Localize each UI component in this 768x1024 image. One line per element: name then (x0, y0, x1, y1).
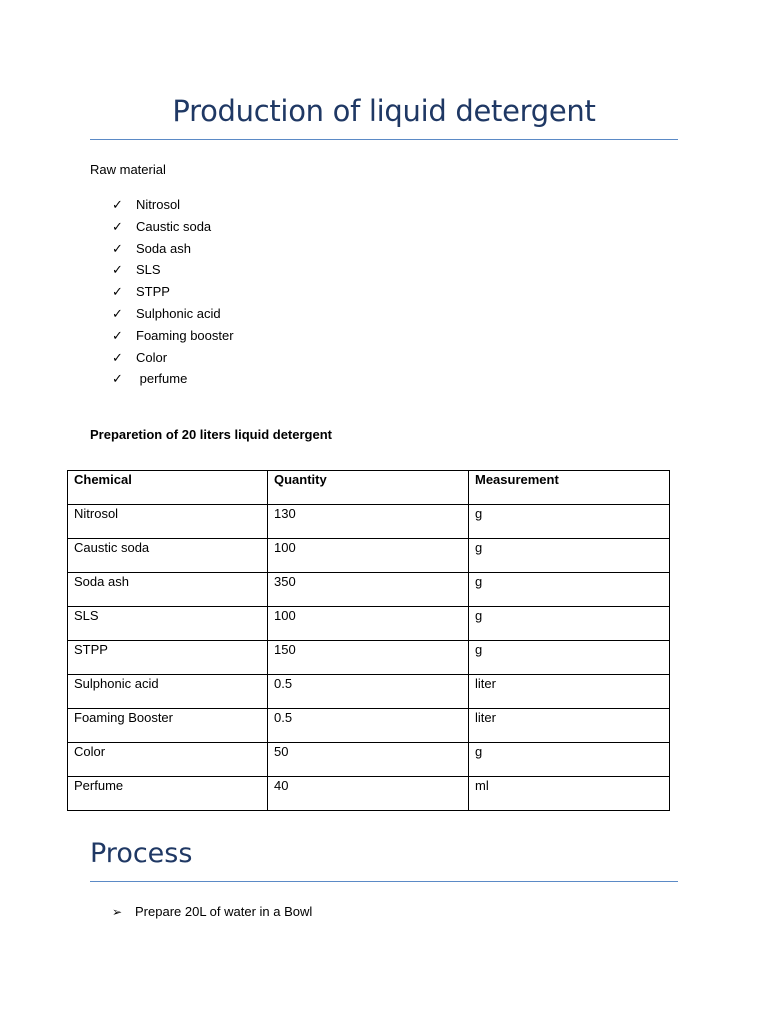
quantity-cell: 100 (268, 607, 469, 641)
table-row (68, 709, 670, 743)
quantity-cell: 40 (268, 777, 469, 811)
chemical-cell: SLS (68, 607, 268, 641)
table-row (68, 539, 670, 573)
list-item: ✓ Color (112, 347, 234, 369)
chemical-cell: Nitrosol (68, 505, 268, 539)
raw-material-label: Raw material (90, 162, 166, 177)
checkmark-icon: ✓ (112, 306, 123, 322)
checkmark-icon: ✓ (112, 241, 123, 257)
quantity-cell: 0.5 (268, 709, 469, 743)
table-row (68, 743, 670, 777)
ingredients-table (67, 470, 670, 811)
quantity-cell: 100 (268, 539, 469, 573)
chemical-cell: Color (68, 743, 268, 777)
list-item: ✓ Soda ash (112, 238, 234, 260)
checkmark-icon: ✓ (112, 285, 123, 301)
title-underline (90, 139, 678, 140)
column-header-measurement: Measurement (469, 471, 670, 505)
checkmark-icon: ✓ (112, 372, 123, 388)
table-row (68, 641, 670, 675)
list-item: ✓ perfume (112, 368, 234, 390)
measurement-cell: g (469, 641, 670, 675)
measurement-cell: liter (469, 675, 670, 709)
table-row (68, 573, 670, 607)
table-header-row (68, 471, 670, 505)
chemical-cell: Caustic soda (68, 539, 268, 573)
table-row (68, 505, 670, 539)
column-header-chemical: Chemical (68, 471, 268, 505)
chemical-cell: Soda ash (68, 573, 268, 607)
chemical-cell: Sulphonic acid (68, 675, 268, 709)
checkmark-icon: ✓ (112, 198, 123, 213)
table-row (68, 675, 670, 709)
checkmark-icon: ✓ (112, 219, 123, 235)
checkmark-icon: ✓ (112, 350, 123, 366)
table-row (68, 607, 670, 641)
process-steps-list (112, 902, 312, 922)
list-item: ✓ Nitrosol (112, 194, 234, 216)
quantity-cell: 130 (268, 505, 469, 539)
measurement-cell: g (469, 743, 670, 777)
measurement-cell: ml (469, 777, 670, 811)
checkmark-icon: ✓ (112, 263, 123, 279)
process-heading: Process (90, 838, 193, 869)
quantity-cell: 150 (268, 641, 469, 675)
quantity-cell: 50 (268, 743, 469, 777)
quantity-cell: 0.5 (268, 675, 469, 709)
list-item: ✓ SLS (112, 259, 234, 281)
checkmark-icon: ✓ (112, 328, 123, 344)
chemical-cell: Perfume (68, 777, 268, 811)
raw-material-list (112, 194, 234, 390)
process-underline (90, 881, 678, 882)
chemical-cell: STPP (68, 641, 268, 675)
list-item: ✓ Foaming booster (112, 325, 234, 347)
measurement-cell: liter (469, 709, 670, 743)
list-item: ✓ Sulphonic acid (112, 303, 234, 325)
arrow-bullet-icon: ➢ (112, 905, 123, 919)
chemical-cell: Foaming Booster (68, 709, 268, 743)
measurement-cell: g (469, 607, 670, 641)
table-row (68, 777, 670, 811)
list-item: ✓ STPP (112, 281, 234, 303)
measurement-cell: g (469, 573, 670, 607)
list-item: ➢ Prepare 20L of water in a Bowl (112, 902, 312, 922)
list-item: ✓ Caustic soda (112, 216, 234, 238)
measurement-cell: g (469, 505, 670, 539)
column-header-quantity: Quantity (268, 471, 469, 505)
measurement-cell: g (469, 539, 670, 573)
page-title: Production of liquid detergent (172, 94, 596, 128)
preparation-label: Preparetion of 20 liters liquid detergent (90, 427, 332, 442)
quantity-cell: 350 (268, 573, 469, 607)
